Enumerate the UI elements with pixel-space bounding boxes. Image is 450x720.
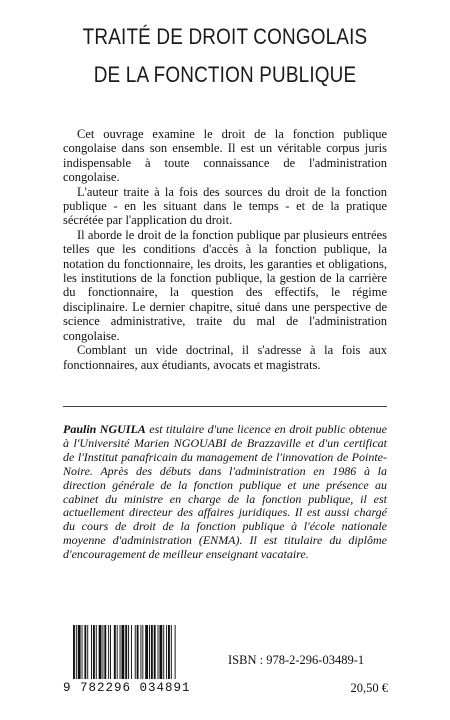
barcode-bar — [154, 625, 156, 679]
barcode-bar — [145, 625, 148, 679]
barcode-bar — [82, 625, 83, 679]
barcode-bar — [120, 625, 121, 679]
barcode-bar — [87, 625, 88, 679]
barcode-bar — [168, 625, 170, 679]
barcode-bar — [114, 625, 116, 679]
summary-paragraph-3: Il aborde le droit de la fonction publique par plusieurs entrées telles que les conditions d'accès à la fonction publique, la notation du fonctionnaire, les droits, les garanties et obligations, les institutions de la fonction publique, la gestion de la carrière du fonctionnaire, la question des effectifs, le régime disciplinaire. Le dernier chapitre, situé dans une perspective de science administrative, traite du mal de l'administration congolaise. — [63, 227, 387, 343]
barcode — [63, 625, 223, 693]
barcode-bar — [93, 625, 95, 679]
barcode-bar — [166, 625, 167, 679]
summary-paragraph-2: L'auteur traite à la fois des sources du droit de la fonction publique - en les situant dans le temps - et de la pratique sécrétée par l'application du droit. — [63, 184, 387, 228]
barcode-bar — [128, 625, 129, 679]
summary-paragraph-1: Cet ouvrage examine le droit de la fonction publique congolaise dans son ensemble. Il est un véritable corpus juris indispensable à toute connaissance de l'administration congolaise. — [63, 127, 387, 185]
book-title-line-2: DE LA FONCTION PUBLIQUE — [93, 62, 357, 87]
barcode-bar — [78, 625, 81, 679]
barcode-number: 9 782296 034891 — [63, 681, 191, 695]
price-label: 20,50 € — [350, 681, 388, 695]
barcode-bar — [108, 625, 109, 679]
barcode-bar — [131, 625, 132, 679]
barcode-bar — [104, 625, 106, 679]
book-title-line-1: TRAITÉ DE DROIT CONGOLAIS — [82, 24, 368, 49]
author-bio-text: est titulaire d'une licence en droit public obtenue à l'Université Marien NGOUABI de Brazzaville et d'un certificat de l'Institut panafricain du management de l'innovation de Pointe-Noire. Après des débuts dans l'administration en 1986 à la direction générale de la fonction publique et une présence au cabinet du ministre en charge de la fonction publique, il est actuellement directeur des affaires juridiques. Il est aussi chargé du cours de droit de la fonction publique à l'école nationale moyenne d'administration (ENMA). Il est titulaire du diplôme d'encouragement de meilleur enseignant vacataire. — [63, 422, 387, 562]
author-name: Paulin NGUILA — [63, 422, 146, 436]
barcode-bar — [110, 625, 111, 679]
barcode-bar — [117, 625, 118, 679]
barcode-bars — [71, 625, 221, 681]
barcode-bar — [149, 625, 150, 679]
barcode-bar — [84, 625, 86, 679]
barcode-bar — [140, 625, 141, 679]
isbn-label: ISBN : 978-2-296-03489-1 — [228, 653, 365, 667]
barcode-bar — [99, 625, 102, 679]
barcode-bar — [151, 625, 153, 679]
barcode-bar — [96, 625, 97, 679]
barcode-bar — [158, 625, 159, 679]
summary-paragraph-4: Comblant un vide doctrinal, il s'adresse à la fois aux fonctionnaires, aux étudiants, avocats et magistrats. — [63, 343, 387, 372]
barcode-bar — [135, 625, 136, 679]
author-bio — [63, 423, 387, 562]
barcode-bar — [159, 625, 162, 679]
barcode-bar — [137, 625, 139, 679]
barcode-bar — [175, 625, 176, 679]
barcode-bar — [121, 625, 124, 679]
separator-line — [63, 406, 387, 407]
barcode-bar — [125, 625, 127, 679]
barcode-bar — [102, 625, 103, 679]
barcode-bar — [142, 625, 143, 679]
barcode-bar — [91, 625, 92, 679]
barcode-bar — [171, 625, 172, 679]
barcode-bar — [76, 625, 77, 679]
summary-text — [63, 127, 387, 372]
barcode-bar — [163, 625, 164, 679]
barcode-bar — [73, 625, 75, 679]
